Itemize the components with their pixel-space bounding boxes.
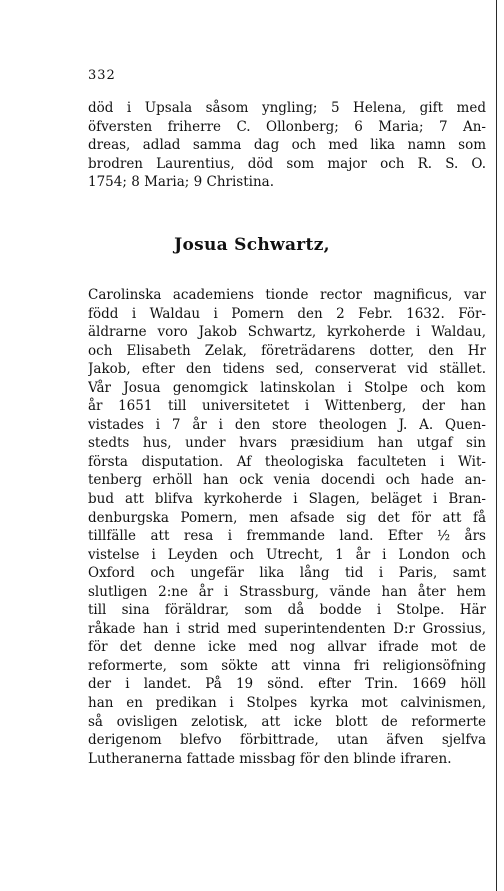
text-line: Jakob, efter den tidens sed, conserverat vid stället. [88,361,486,378]
text-line: första disputation. Af theologiska faculteten i Wit- [88,453,486,470]
text-line: och Elisabeth Zelak, företrädarens dotter, den Hr [88,342,486,359]
text-line: Carolinska academiens tionde rector magnificus, var [88,287,486,303]
entry-heading: Josua Schwartz, [174,235,330,255]
text-line: Lutheranerna fattade missbag för den blinde ifraren. [88,750,452,767]
text-line: dreas, adlad samma dag och med lika namn som [88,137,486,154]
text-line: till sina föräldrar, som då bodde i Stolpe. Här [88,602,486,619]
text-line: stedts hus, under hvars præsidium han utgaf sin [88,435,486,452]
text-line: bud att blifva kyrkoherde i Slagen, beläget i Bran- [88,491,486,508]
text-line: brodren Laurentius, död som major och R. S. O. [88,155,486,172]
text-line: denburgska Pomern, men afsade sig det för att få [88,509,486,526]
text-line: äldrarne voro Jakob Schwartz, kyrkoherde i Waldau, [88,324,486,341]
text-line: öfversten friherre C. Ollonberg; 6 Maria; 7 An- [88,118,486,135]
page-edge-rule [496,0,497,891]
previous-entry-text [88,99,486,192]
text-line: född i Waldau i Pomern den 2 Febr. 1632. För- [88,305,486,322]
text-line: år 1651 till universitetet i Wittenberg, der han [88,398,486,415]
text-line: död i Upsala såsom yngling; 5 Helena, gift med [88,100,486,116]
text-line: han en predikan i Stolpes kyrka mot calvinismen, [88,695,486,712]
text-line: tenberg erhöll han ock venia docendi och hade an- [88,472,486,489]
text-line: reformerte, som sökte att vinna fri religionsöfning [88,657,486,674]
text-line: tillfälle att resa i fremmande land. Efter ½ års [88,528,486,545]
page-number: 332 [88,68,116,83]
text-line: vistades i 7 år i den store theologen J. A. Quen- [88,416,486,433]
text-line: 1754; 8 Maria; 9 Christina. [88,174,274,191]
text-line: råkade han i strid med superintendenten D:r Grossius, [88,620,486,637]
text-line: vistelse i Leyden och Utrecht, 1 år i London och [88,546,486,563]
text-line: Vår Josua genomgick latinskolan i Stolpe och kom [88,379,486,396]
text-line: derigenom blefvo förbittrade, utan äfven sjelfva [88,732,486,749]
text-line: Oxford och ungefär lika lång tid i Paris, samt [88,565,486,582]
text-line: der i landet. På 19 sönd. efter Trin. 1669 höll [88,676,486,693]
text-line: så ovisligen zelotisk, att icke blott de reformerte [88,713,486,730]
entry-body-text [88,286,486,768]
text-line: för det denne icke med nog allvar ifrade mot de [88,639,486,656]
text-line: slutligen 2:ne år i Strassburg, vände han åter hem [88,583,486,600]
